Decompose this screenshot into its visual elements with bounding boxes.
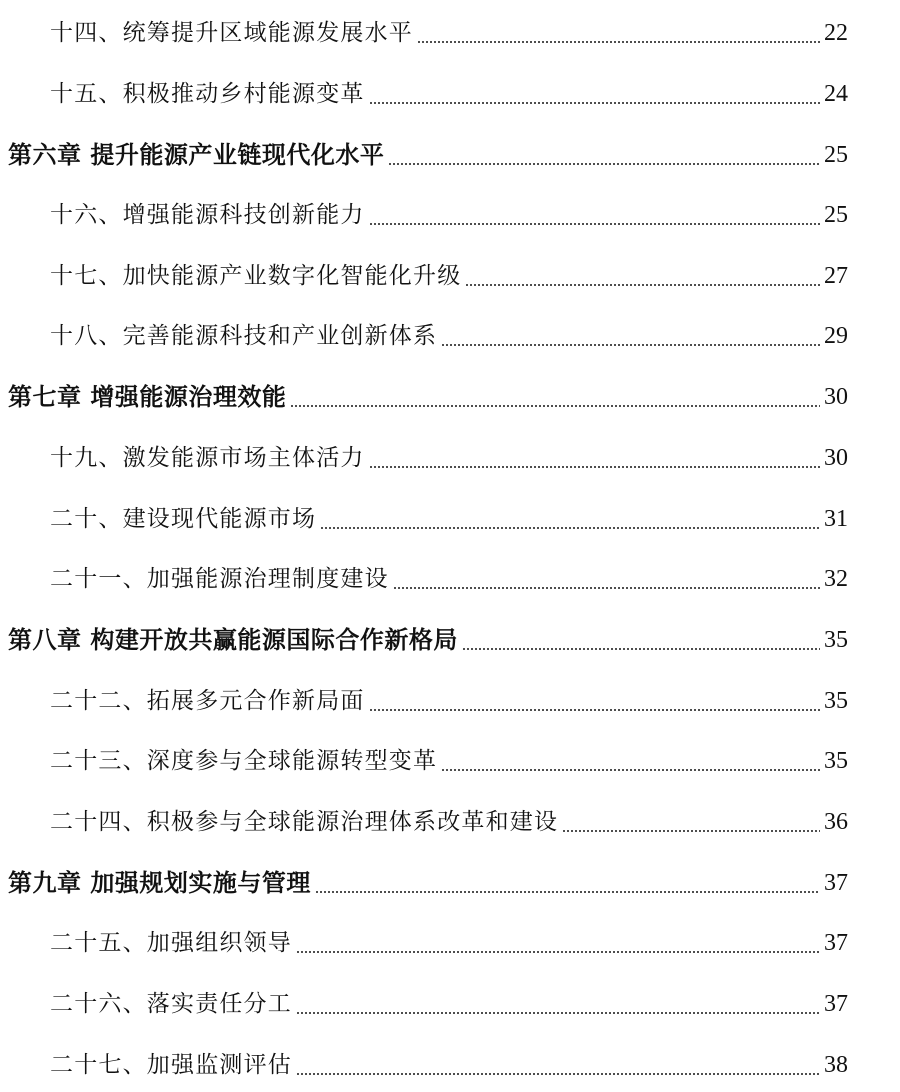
dot-leader (369, 223, 820, 225)
dot-leader (388, 163, 820, 165)
toc-entry-section-20[interactable] (0, 494, 900, 534)
toc-entry-page-number: 24 (824, 81, 848, 107)
toc-entry-section-21[interactable] (0, 554, 900, 594)
toc-entry-page-number: 30 (824, 445, 848, 471)
toc-entry-title: 二十四、积极参与全球能源治理体系改革和建设 (50, 809, 559, 835)
toc-entry-title: 二十六、落实责任分工 (50, 991, 292, 1017)
toc-entry-page-number: 38 (824, 1052, 848, 1078)
toc-entry-title: 二十一、加强能源治理制度建设 (50, 566, 389, 592)
dot-leader (465, 284, 820, 286)
toc-entry-section-15[interactable] (0, 69, 900, 109)
dot-leader (369, 466, 820, 468)
toc-entry-page-number: 27 (824, 263, 848, 289)
toc-entry-chapter-7[interactable] (0, 372, 900, 412)
toc-entry-section-24[interactable] (0, 797, 900, 837)
toc-entry-title: 十四、统筹提升区域能源发展水平 (50, 20, 413, 46)
dot-leader (462, 648, 820, 650)
toc-entry-title: 第六章 提升能源产业链现代化水平 (8, 140, 385, 169)
toc-entry-page-number: 32 (824, 566, 848, 592)
dot-leader (441, 344, 820, 346)
toc-entry-section-26[interactable] (0, 979, 900, 1019)
toc-entry-title: 十五、积极推动乡村能源变革 (50, 81, 365, 107)
toc-entry-chapter-6[interactable] (0, 130, 900, 170)
toc-entry-title: 二十七、加强监测评估 (50, 1052, 292, 1078)
dot-leader (562, 830, 820, 832)
toc-entry-title: 二十、建设现代能源市场 (50, 506, 317, 532)
toc-entry-page-number: 35 (824, 627, 848, 653)
toc-entry-title: 十八、完善能源科技和产业创新体系 (50, 323, 438, 349)
dot-leader (417, 41, 820, 43)
dot-leader (369, 102, 820, 104)
toc-entry-title: 第八章 构建开放共赢能源国际合作新格局 (8, 625, 458, 654)
dot-leader (290, 405, 820, 407)
toc-entry-page-number: 29 (824, 323, 848, 349)
dot-leader (315, 891, 820, 893)
toc-entry-section-27[interactable] (0, 1040, 900, 1080)
toc-entry-page-number: 25 (824, 142, 848, 168)
toc-entry-title: 第七章 增强能源治理效能 (8, 382, 287, 411)
toc-entry-page-number: 37 (824, 930, 848, 956)
dot-leader (296, 1073, 820, 1075)
toc-entry-chapter-8[interactable] (0, 615, 900, 655)
toc-entry-title: 十六、增强能源科技创新能力 (50, 202, 365, 228)
toc-entry-page-number: 22 (824, 20, 848, 46)
toc-entry-title: 十七、加快能源产业数字化智能化升级 (50, 263, 462, 289)
toc-entry-page-number: 37 (824, 991, 848, 1017)
toc-entry-section-19[interactable] (0, 433, 900, 473)
toc-entry-title: 第九章 加强规划实施与管理 (8, 868, 311, 897)
toc-entry-title: 二十二、拓展多元合作新局面 (50, 688, 365, 714)
toc-entry-title: 十九、激发能源市场主体活力 (50, 445, 365, 471)
dot-leader (296, 951, 820, 953)
toc-entry-page-number: 35 (824, 688, 848, 714)
dot-leader (296, 1012, 820, 1014)
toc-entry-title: 二十三、深度参与全球能源转型变革 (50, 748, 438, 774)
dot-leader (320, 527, 820, 529)
toc-entry-page-number: 36 (824, 809, 848, 835)
dot-leader (441, 769, 820, 771)
toc-entry-page-number: 25 (824, 202, 848, 228)
toc-entry-page-number: 35 (824, 748, 848, 774)
toc-entry-section-14[interactable] (0, 8, 900, 48)
toc-entry-section-17[interactable] (0, 251, 900, 291)
toc-entry-page-number: 31 (824, 506, 848, 532)
toc-entry-section-25[interactable] (0, 918, 900, 958)
dot-leader (393, 587, 820, 589)
toc-entry-section-16[interactable] (0, 190, 900, 230)
toc-entry-section-22[interactable] (0, 676, 900, 716)
dot-leader (369, 709, 820, 711)
toc-entry-section-18[interactable] (0, 311, 900, 351)
toc-entry-page-number: 37 (824, 870, 848, 896)
toc-entry-title: 二十五、加强组织领导 (50, 930, 292, 956)
toc-entry-chapter-9[interactable] (0, 858, 900, 898)
toc-entry-page-number: 30 (824, 384, 848, 410)
toc-entry-section-23[interactable] (0, 736, 900, 776)
